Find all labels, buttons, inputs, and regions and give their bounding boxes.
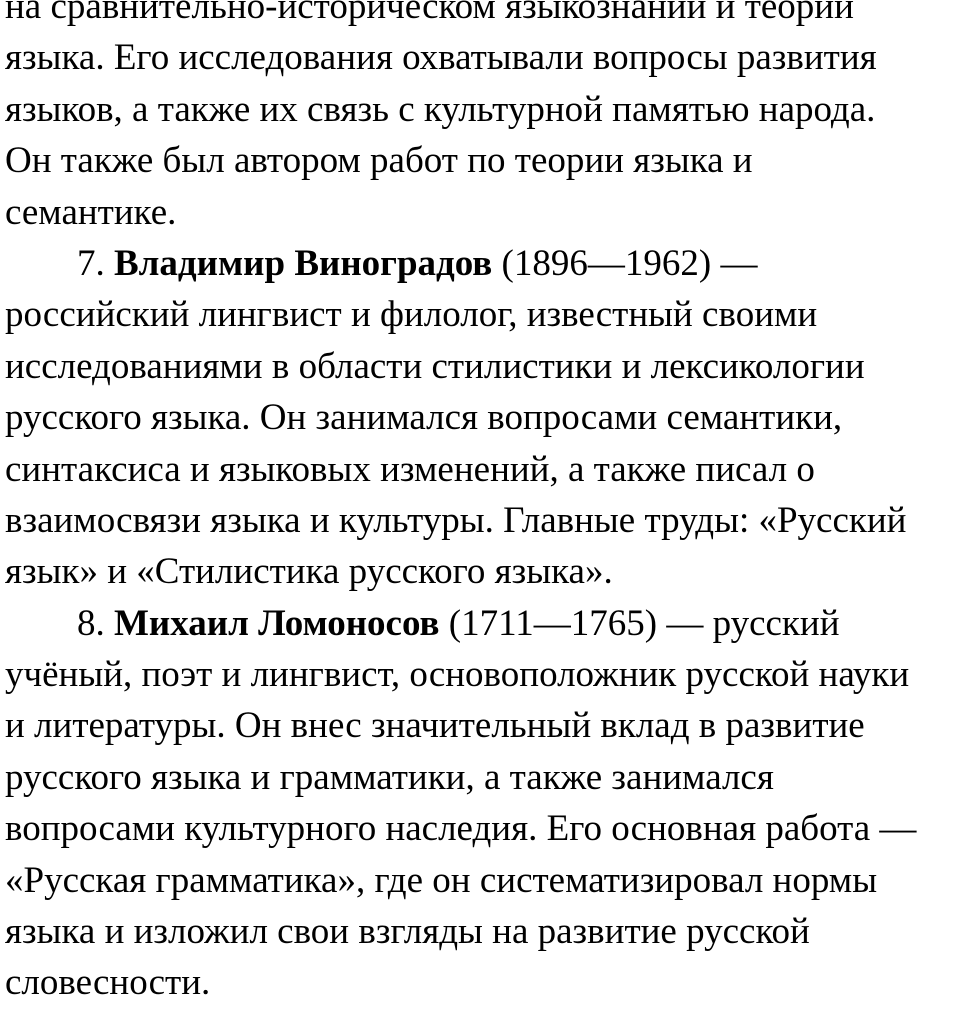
text-line: языка и изложил свои взгляды на развитие русской bbox=[5, 911, 810, 953]
text-line: семантике. bbox=[5, 191, 177, 233]
paragraph-continuation bbox=[5, 0, 955, 238]
entry-number: 7. bbox=[77, 242, 114, 284]
text-line: язык» и «Стилистика русского языка». bbox=[5, 551, 613, 593]
text-line: языка. Его исследования охватывали вопросы развития bbox=[5, 37, 877, 79]
document-page bbox=[5, 0, 955, 1009]
text-line: языков, а также их связь с культурной памятью народа. bbox=[5, 88, 876, 130]
text-line: Он также был автором работ по теории языка и bbox=[5, 140, 753, 182]
text-line: синтаксиса и языковых изменений, а также писал о bbox=[5, 448, 815, 490]
text-line: и литературы. Он внес значительный вклад в развитие bbox=[5, 705, 865, 747]
entry-dates: (1711—1765) — русский bbox=[439, 602, 840, 644]
entry-vinogradov bbox=[5, 238, 955, 598]
text-line: вопросами культурного наследия. Его основная работа — bbox=[5, 808, 917, 850]
entry-heading-line bbox=[5, 598, 955, 649]
entry-heading-line bbox=[5, 238, 955, 289]
text-line: исследованиями в области стилистики и лексикологии bbox=[5, 345, 865, 387]
entry-number: 8. bbox=[77, 602, 114, 644]
text-line: словесности. bbox=[5, 962, 211, 1004]
text-line: взаимосвязи языка и культуры. Главные труды: «Русский bbox=[5, 499, 907, 541]
entry-dates: (1896—1962) — bbox=[492, 242, 758, 284]
entry-name: Михаил Ломоносов bbox=[114, 602, 440, 644]
text-line: русского языка и грамматики, а также занимался bbox=[5, 756, 774, 798]
text-line: российский лингвист и филолог, известный своими bbox=[5, 294, 818, 336]
text-line: русского языка. Он занимался вопросами семантики, bbox=[5, 397, 843, 439]
text-line: на сравнительно-историческом языкознании и теории bbox=[5, 0, 854, 27]
entry-name: Владимир Виноградов bbox=[114, 242, 493, 284]
text-line: учёный, поэт и лингвист, основоположник русской науки bbox=[5, 654, 910, 696]
text-line: «Русская грамматика», где он систематизировал нормы bbox=[5, 859, 878, 901]
entry-lomonosov bbox=[5, 598, 955, 1009]
